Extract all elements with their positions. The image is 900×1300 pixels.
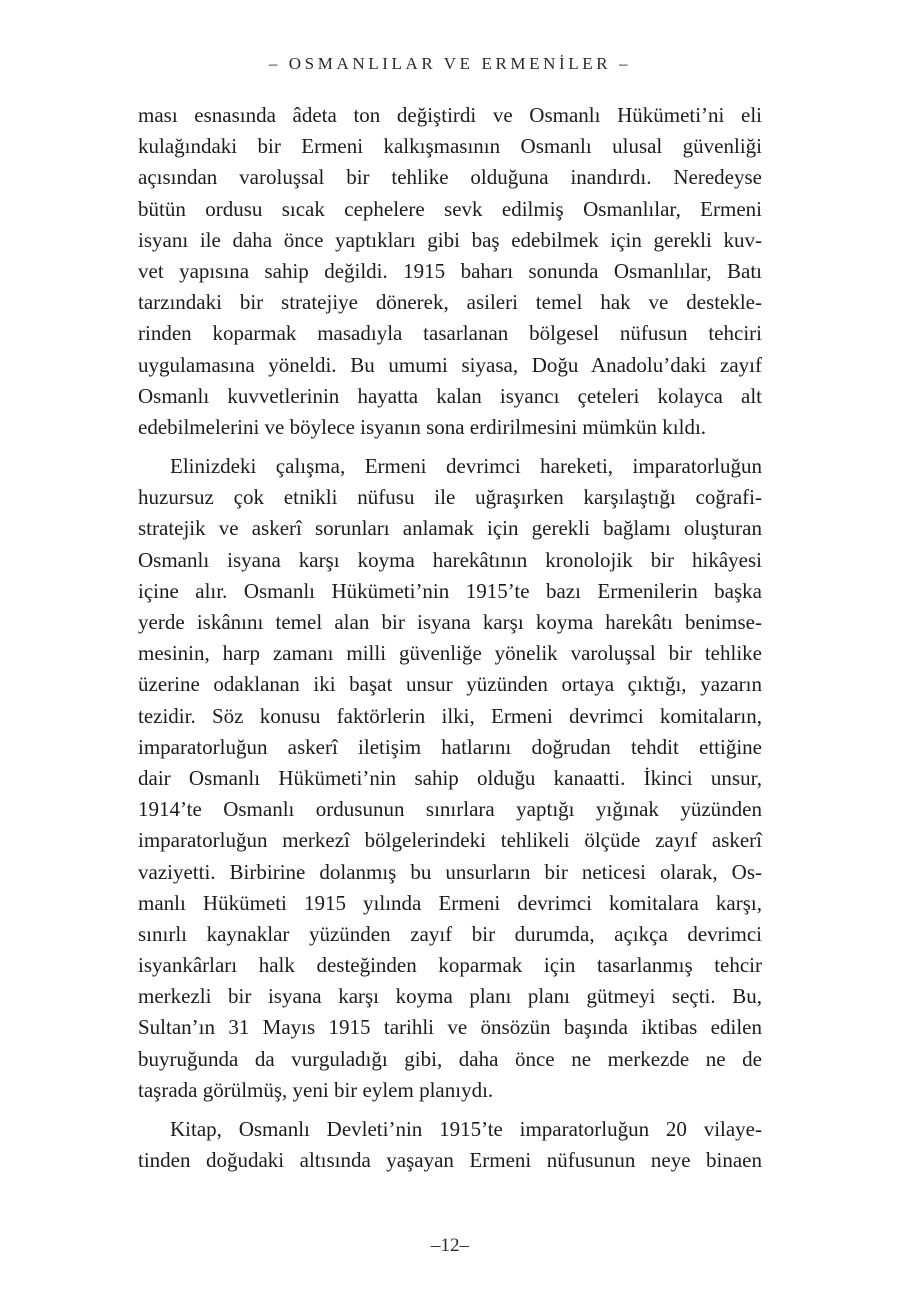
text-line: manlı Hükümeti 1915 yılında Ermeni devrimci komitalara karşı, (138, 890, 762, 915)
text-line: edebilmelerini ve böylece isyanın sona erdirilmesini mümkün kıldı. (138, 414, 707, 439)
text-line: stratejik ve askerî sorunları anlamak için gerekli bağlamı oluşturan (138, 516, 762, 541)
text-line: Osmanlı kuvvetlerinin hayatta kalan isyancı çeteleri kolayca alt (138, 383, 762, 408)
text-line: ması esnasında âdeta ton değiştirdi ve Osmanlı Hükümeti’ni eli (138, 103, 762, 127)
body-text (138, 100, 762, 1184)
text-line: imparatorluğun askerî iletişim hatlarını doğrudan tehdit ettiğine (138, 734, 762, 759)
text-line: imparatorluğun merkezî bölgelerindeki tehlikeli ölçüde zayıf askerî (138, 828, 762, 853)
text-line: yerde iskânını temel alan bir isyana karşı koyma harekâtı benimse- (138, 610, 762, 634)
text-line: merkezli bir isyana karşı koyma planı planı gütmeyi seçti. Bu, (138, 984, 762, 1009)
text-line: mesinin, harp zamanı milli güvenliğe yönelik varoluşsal bir tehlike (138, 641, 762, 666)
text-line: rinden koparmak masadıyla tasarlanan bölgesel nüfusun tehciri (138, 321, 762, 346)
text-line: buyruğunda da vurguladığı gibi, daha önce ne merkezde ne de (138, 1046, 762, 1071)
text-line: açısından varoluşsal bir tehlike olduğuna inandırdı. Neredeyse (138, 165, 762, 190)
text-line: vet yapısına sahip değildi. 1915 baharı sonunda Osmanlılar, Batı (138, 258, 762, 283)
text-line: sınırlı kaynaklar yüzünden zayıf bir durumda, açıkça devrimci (138, 921, 762, 946)
text-line: tezidir. Söz konusu faktörlerin ilki, Ermeni devrimci komitaların, (138, 703, 762, 728)
text-line: uygulamasına yöneldi. Bu umumi siyasa, Doğu Anadolu’daki zayıf (138, 352, 762, 377)
text-line: Kitap, Osmanlı Devleti’nin 1915’te imparatorluğun 20 vilaye- (170, 1117, 762, 1141)
paragraph-3 (138, 1114, 762, 1176)
text-line: tarzındaki bir stratejiye dönerek, asileri temel hak ve destekle- (138, 290, 762, 315)
text-line: isyanı ile daha önce yaptıkları gibi baş edebilmek için gerekli kuv- (138, 227, 762, 252)
text-line: üzerine odaklanan iki başat unsur yüzünden ortaya çıktığı, yazarın (138, 672, 762, 697)
text-line: bütün ordusu sıcak cephelere sevk edilmiş Osmanlılar, Ermeni (138, 196, 762, 221)
text-line: Elinizdeki çalışma, Ermeni devrimci hareketi, imparatorluğun (170, 454, 762, 479)
running-head: – OSMANLILAR VE ERMENİLER – (268, 54, 632, 73)
text-line: isyankârları halk desteğinden koparmak için tasarlanmış tehcir (138, 953, 762, 978)
text-line: vaziyetti. Birbirine dolanmış bu unsurların bir neticesi olarak, Os- (138, 859, 762, 884)
text-line: 1914’te Osmanlı ordusunun sınırlara yaptığı yığınak yüzünden (138, 797, 762, 822)
text-line: Sultan’ın 31 Mayıs 1915 tarihli ve önsözün başında iktibas edilen (138, 1015, 762, 1040)
text-line: Osmanlı isyana karşı koyma harekâtının kronolojik bir hikâyesi (138, 547, 762, 572)
page-number: –12– (431, 1235, 469, 1256)
text-line: tinden doğudaki altısında yaşayan Ermeni nüfusunun neye binaen (138, 1148, 762, 1173)
paragraph-1 (138, 100, 762, 443)
text-line: kulağındaki bir Ermeni kalkışmasının Osmanlı ulusal güvenliği (138, 134, 762, 159)
text-line: dair Osmanlı Hükümeti’nin sahip olduğu kanaatti. İkinci unsur, (138, 765, 762, 790)
paragraph-2 (138, 451, 762, 1106)
text-line: içine alır. Osmanlı Hükümeti’nin 1915’te bazı Ermenilerin başka (138, 578, 762, 603)
text-line: huzursuz çok etnikli nüfusu ile uğraşırken karşılaştığı coğrafi- (138, 485, 762, 510)
text-line: taşrada görülmüş, yeni bir eylem planıydı. (138, 1077, 494, 1102)
